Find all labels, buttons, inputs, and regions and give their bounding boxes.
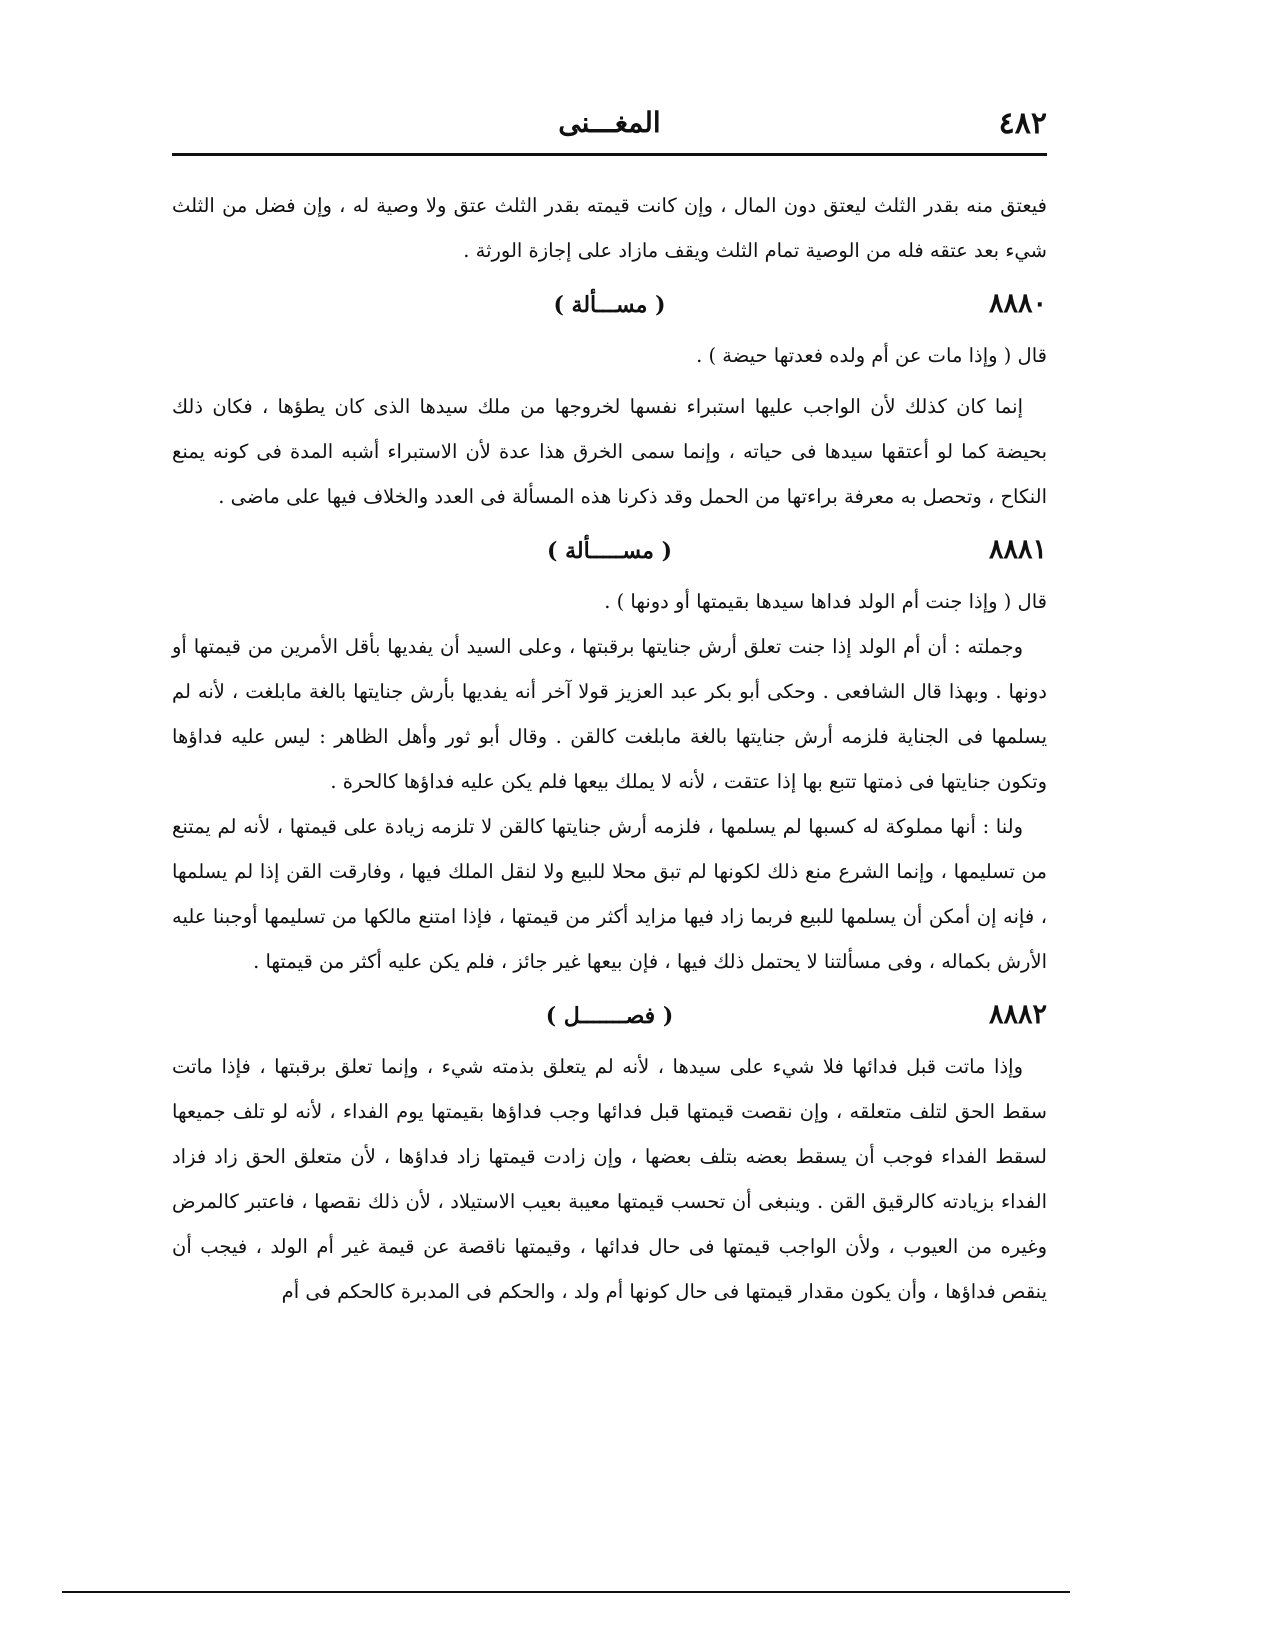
quoted-statement: قال ( وإذا جنت أم الولد فداها سيدها بقيمتها أو دونها ) .	[604, 590, 1047, 613]
section-heading-8882	[172, 992, 1047, 1038]
paragraph: إنما كان كذلك لأن الواجب عليها استبراء نفسها لخروجها من ملك سيدها الذى كان يطؤها ، فكان ذلك بحيضة كما لو أعتقها سيدها فى حياته ، وإنما سمى الخرق هذا عدة لأن الاستبراء أشبه المدة فى كونه يمنع النكاح ، وتحصل به معرفة براءتها من الحمل وقد ذكرنا هذه المسألة فى العدد والخلاف فيها على ماضى .	[172, 395, 1047, 508]
section-heading-8880	[172, 281, 1047, 327]
header-rule	[172, 153, 1047, 156]
page-header	[172, 100, 1047, 150]
section-label: ( مســـألة )	[553, 292, 666, 318]
section-label: ( مســـــألة )	[547, 538, 672, 564]
section-number: ٨٨٨٢	[988, 999, 1047, 1030]
footer-rule	[62, 1591, 1070, 1593]
paragraph: وإذا ماتت قبل فدائها فلا شيء على سيدها ، لأنه لم يتعلق بذمته شيء ، وإنما تعلق برقبتها ، فإذا ماتت سقط الحق لتلف متعلقه ، وإن نقصت قيمتها قبل فدائها وجب فداؤها بقيمتها يوم الفداء ، لأنه لو تلف جميعها لسقط الفداء فوجب أن يسقط بعضه بتلف بعضها ، وإن زادت قيمتها زاد فداؤها ، لأن متعلق الحق زاد فزاد الفداء بزيادته كالرقيق القن . وينبغى أن تحسب قيمتها معيبة بعيب الاستيلاد ، لأن ذلك نقصها ، فاعتبر كالمرض وغيره من العيوب ، ولأن الواجب قيمتها فى حال فدائها ، وقيمتها ناقصة عن قيمة غير أم الولد ، فيجب أن ينقص فداؤها ، وأن يكون مقدار قيمتها فى حال كونها أم ولد ، والحكم فى المدبرة كالحكم فى أم	[172, 1055, 1047, 1303]
quoted-statement: قال ( وإذا مات عن أم ولده فعدتها حيضة ) .	[696, 344, 1047, 367]
page-number: ٤٨٢	[998, 106, 1047, 141]
running-title: المغـــنى	[558, 106, 661, 139]
paragraph: وجملته : أن أم الولد إذا جنت تعلق أرش جنايتها برقبتها ، وعلى السيد أن يفديها بأقل الأمرين من قيمتها أو دونها . وبهذا قال الشافعى . وحكى أبو بكر عبد العزيز قولا آخر أنه يفديها بأرش جنايتها بالغة مابلغت ، لأنه لم يسلمها فى الجناية فلزمه أرش جنايتها بالغة مابلغت كالقن . وقال أبو ثور وأهل الظاهر : ليس عليه فداؤها وتكون جنايتها فى ذمتها تتبع بها إذا عتقت ، لأنه لا يملك بيعها فلم يكن عليه فداؤها كالحرة .	[172, 635, 1047, 793]
paragraph: ولنا : أنها مملوكة له كسبها لم يسلمها ، فلزمه أرش جنايتها كالقن لا تلزمه زيادة على قيمتها ، لأنه لم يمتنع من تسليمها ، وإنما الشرع منع ذلك لكونها لم تبق محلا للبيع ولا لنقل الملك فيها ، وفارقت القن إذا لم يسلمها ، فإنه إن أمكن أن يسلمها للبيع فربما زاد فيها مزايد أكثر من قيمتها ، فإذا امتنع مالكها من تسليمها أوجبنا عليه الأرش بكماله ، وفى مسألتنا لا يحتمل ذلك فيها ، فإن بيعها غير جائز ، فلم يكن عليه أكثر من قيمتها .	[172, 815, 1047, 973]
section-heading-8881	[172, 527, 1047, 573]
page-body	[172, 183, 1047, 1314]
section-number: ٨٨٨١	[988, 534, 1047, 565]
paragraph-continuation: فيعتق منه بقدر الثلث ليعتق دون المال ، وإن كانت قيمته بقدر الثلث عتق ولا وصية له ، وإن فضل من الثلث شيء بعد عتقه فله من الوصية تمام الثلث ويقف مازاد على إجازة الورثة .	[172, 194, 1047, 262]
section-number: ٨٨٨٠	[988, 288, 1047, 319]
section-label: ( فصـــــــل )	[545, 1003, 674, 1029]
